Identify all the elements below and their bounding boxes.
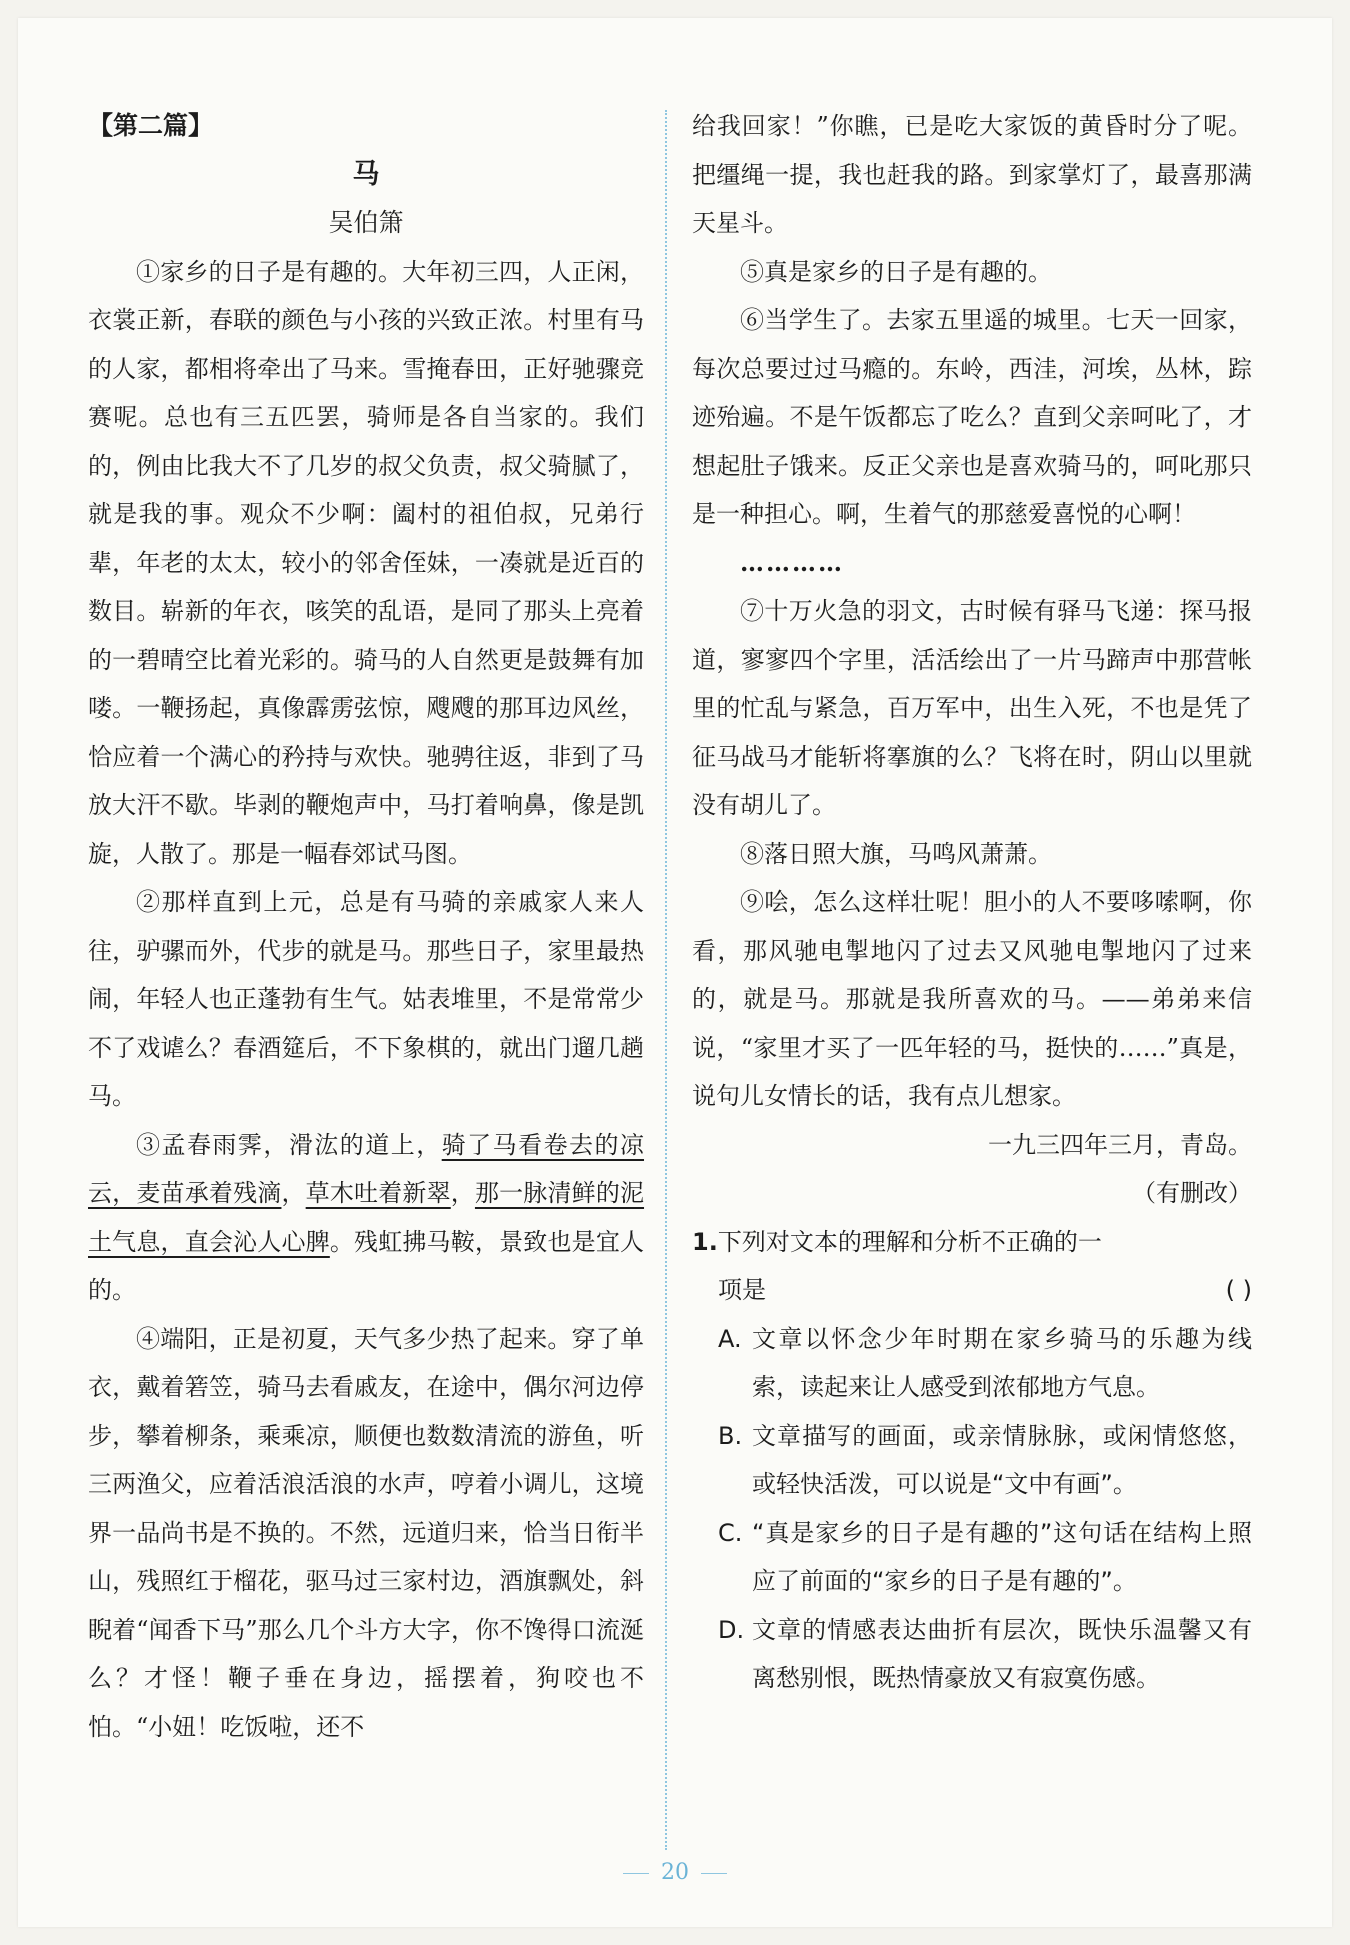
paragraph-3-pre: ③孟春雨霁，滑汯的道上， [136, 1130, 442, 1159]
paragraph-4: ④端阳，正是初夏，天气多少热了起来。穿了单衣，戴着箬笠，骑马去看戚友，在途中，偶尔河边停步，攀着柳条，乘乘凉，顺便也数数清流的游鱼，听三两渔父，应着活浪活浪的水声，哼着小调儿，这境界一品尚书是不换的。不然，远道归来，恰当日衔半山，残照红于榴花，驱马过三家村边，酒旗飘处，斜睨着“闻香下马”那么几个斗方大字，你不馋得口流涎么？才怪！鞭子垂在身边，摇摆着，狗咬也不怕。“小妞！吃饭啦，还不 [88, 1324, 644, 1741]
paragraph-3-post: 。残虹拂马鞍，景致也是宜人的。 [88, 1227, 645, 1304]
underlined-phrase-2: 草木吐着新翠 [305, 1179, 451, 1207]
option-b[interactable] [718, 1412, 1252, 1509]
option-letter: B. [718, 1421, 743, 1450]
page-number-rule-right [701, 1873, 727, 1874]
left-column [88, 102, 644, 1751]
abridged-note: （有删改） [1132, 1179, 1252, 1207]
question-1 [692, 1218, 1252, 1315]
paragraph-8: ⑧落日照大旗，马鸣风萧萧。 [740, 839, 1052, 868]
paragraph-5: ⑤真是家乡的日子是有趣的。 [740, 257, 1052, 286]
article-author: 吴伯箫 [328, 208, 404, 237]
paragraph-7: ⑦十万火急的羽文，古时候有驿马飞递：探马报道，寥寥四个字里，活活绘出了一片马蹄声中那营帐里的忙乱与紧急，百万军中，出生入死，不也是凭了征马战马才能斩将搴旗的么？飞将在时，阴山以里就没有胡儿了。 [692, 597, 1252, 819]
date-signature: 一九三四年三月，青岛。 [988, 1130, 1252, 1159]
paragraph-3-sep-2: ， [450, 1179, 475, 1207]
paragraph-4-continued: 给我回家！”你瞧，已是吃大家饭的黄昏时分了呢。把缰绳一提，我也赶我的路。到家掌灯了，最喜那满天星斗。 [692, 112, 1252, 237]
section-tag: 【第二篇】 [88, 111, 214, 140]
option-a[interactable] [718, 1315, 1252, 1412]
option-text: “真是家乡的日子是有趣的”这句话在结构上照应了前面的“家乡的日子是有趣的”。 [752, 1518, 1252, 1595]
paragraph-6: ⑥当学生了。去家五里遥的城里。七天一回家，每次总要过过马瘾的。东岭，西洼，河埃，丛林，踪迹殆遍。不是午饭都忘了吃么？直到父亲呵叱了，才想起肚子饿来。反正父亲也是喜欢骑马的，呵叱那只是一种担心。啊，生着气的那慈爱喜悦的心啊！ [692, 306, 1252, 528]
underlined-phrase-3: 那一脉清鲜的泥土气息，直会沁人心脾 [88, 1179, 645, 1256]
underlined-phrase-1: 骑了马看卷去的凉云，麦苗承着残滴 [88, 1130, 645, 1207]
right-column [692, 102, 1252, 1703]
question-stem-text-2: 项是 [718, 1276, 766, 1304]
question-options [692, 1315, 1252, 1703]
question-number: 1. [692, 1227, 718, 1256]
option-text: 文章描写的画面，或亲情脉脉，或闲情悠悠，或轻快活泼，可以说是“文中有画”。 [752, 1421, 1252, 1498]
column-divider [665, 110, 667, 1850]
option-d[interactable] [718, 1606, 1252, 1703]
question-stem-line-1 [692, 1218, 1252, 1267]
question-stem-text-1: 下列对文本的理解和分析不正确的一 [717, 1227, 1102, 1256]
paragraph-3 [88, 1121, 644, 1315]
answer-bracket[interactable]: ( ) [1225, 1276, 1252, 1304]
ellipsis-line: ………… [740, 547, 844, 577]
option-text: 文章的情感表达曲折有层次，既快乐温馨又有离愁别恨，既热情豪放又有寂寞伤感。 [752, 1615, 1252, 1692]
option-text: 文章以怀念少年时期在家乡骑马的乐趣为线索，读起来让人感受到浓郁地方气息。 [752, 1324, 1252, 1401]
paragraph-3-sep-1: ， [281, 1179, 306, 1207]
option-letter: A. [718, 1324, 742, 1353]
paragraph-1: ①家乡的日子是有趣的。大年初三四，人正闲，衣裳正新，春联的颜色与小孩的兴致正浓。村里有马的人家，都相将牵出了马来。雪掩春田，正好驰骤竞赛呢。总也有三五匹罢，骑师是各自当家的。我们的，例由比我大不了几岁的叔父负责，叔父骑腻了，就是我的事。观众不少啊：阖村的祖伯叔，兄弟行辈，年老的太太，较小的邻舍侄妹，一凑就是近百的数目。崭新的年衣，咳笑的乱语，是同了那头上亮着的一碧晴空比着光彩的。骑马的人自然更是鼓舞有加喽。一鞭扬起，真像霹雳弦惊，飕飕的那耳边风丝，恰应着一个满心的矜持与欢快。驰骋往返，非到了马放大汗不歇。毕剥的鞭炮声中，马打着响鼻，像是凯旋，人散了。那是一幅春郊试马图。 [88, 257, 644, 868]
page-number [0, 1860, 1350, 1885]
option-letter: D. [718, 1615, 745, 1644]
question-stem-line-2 [692, 1266, 1252, 1315]
page-number-rule-left [623, 1873, 649, 1874]
paragraph-2: ②那样直到上元，总是有马骑的亲戚家人来人往，驴骡而外，代步的就是马。那些日子，家里最热闹，年轻人也正蓬勃有生气。姑表堆里，不是常常少不了戏谑么？春酒筵后，不下象棋的，就出门遛几趟马。 [88, 888, 644, 1110]
article-title: 马 [352, 158, 380, 190]
page-number-text: 20 [661, 1860, 689, 1885]
option-letter: C. [718, 1518, 743, 1547]
option-c[interactable] [718, 1509, 1252, 1606]
paragraph-9: ⑨哙，怎么这样壮呢！胆小的人不要哆嗦啊，你看，那风驰电掣地闪了过去又风驰电掣地闪了过来的，就是马。那就是我所喜欢的马。——弟弟来信说，“家里才买了一匹年轻的马，挺快的……”真是，说句儿女情长的话，我有点儿想家。 [692, 888, 1252, 1110]
